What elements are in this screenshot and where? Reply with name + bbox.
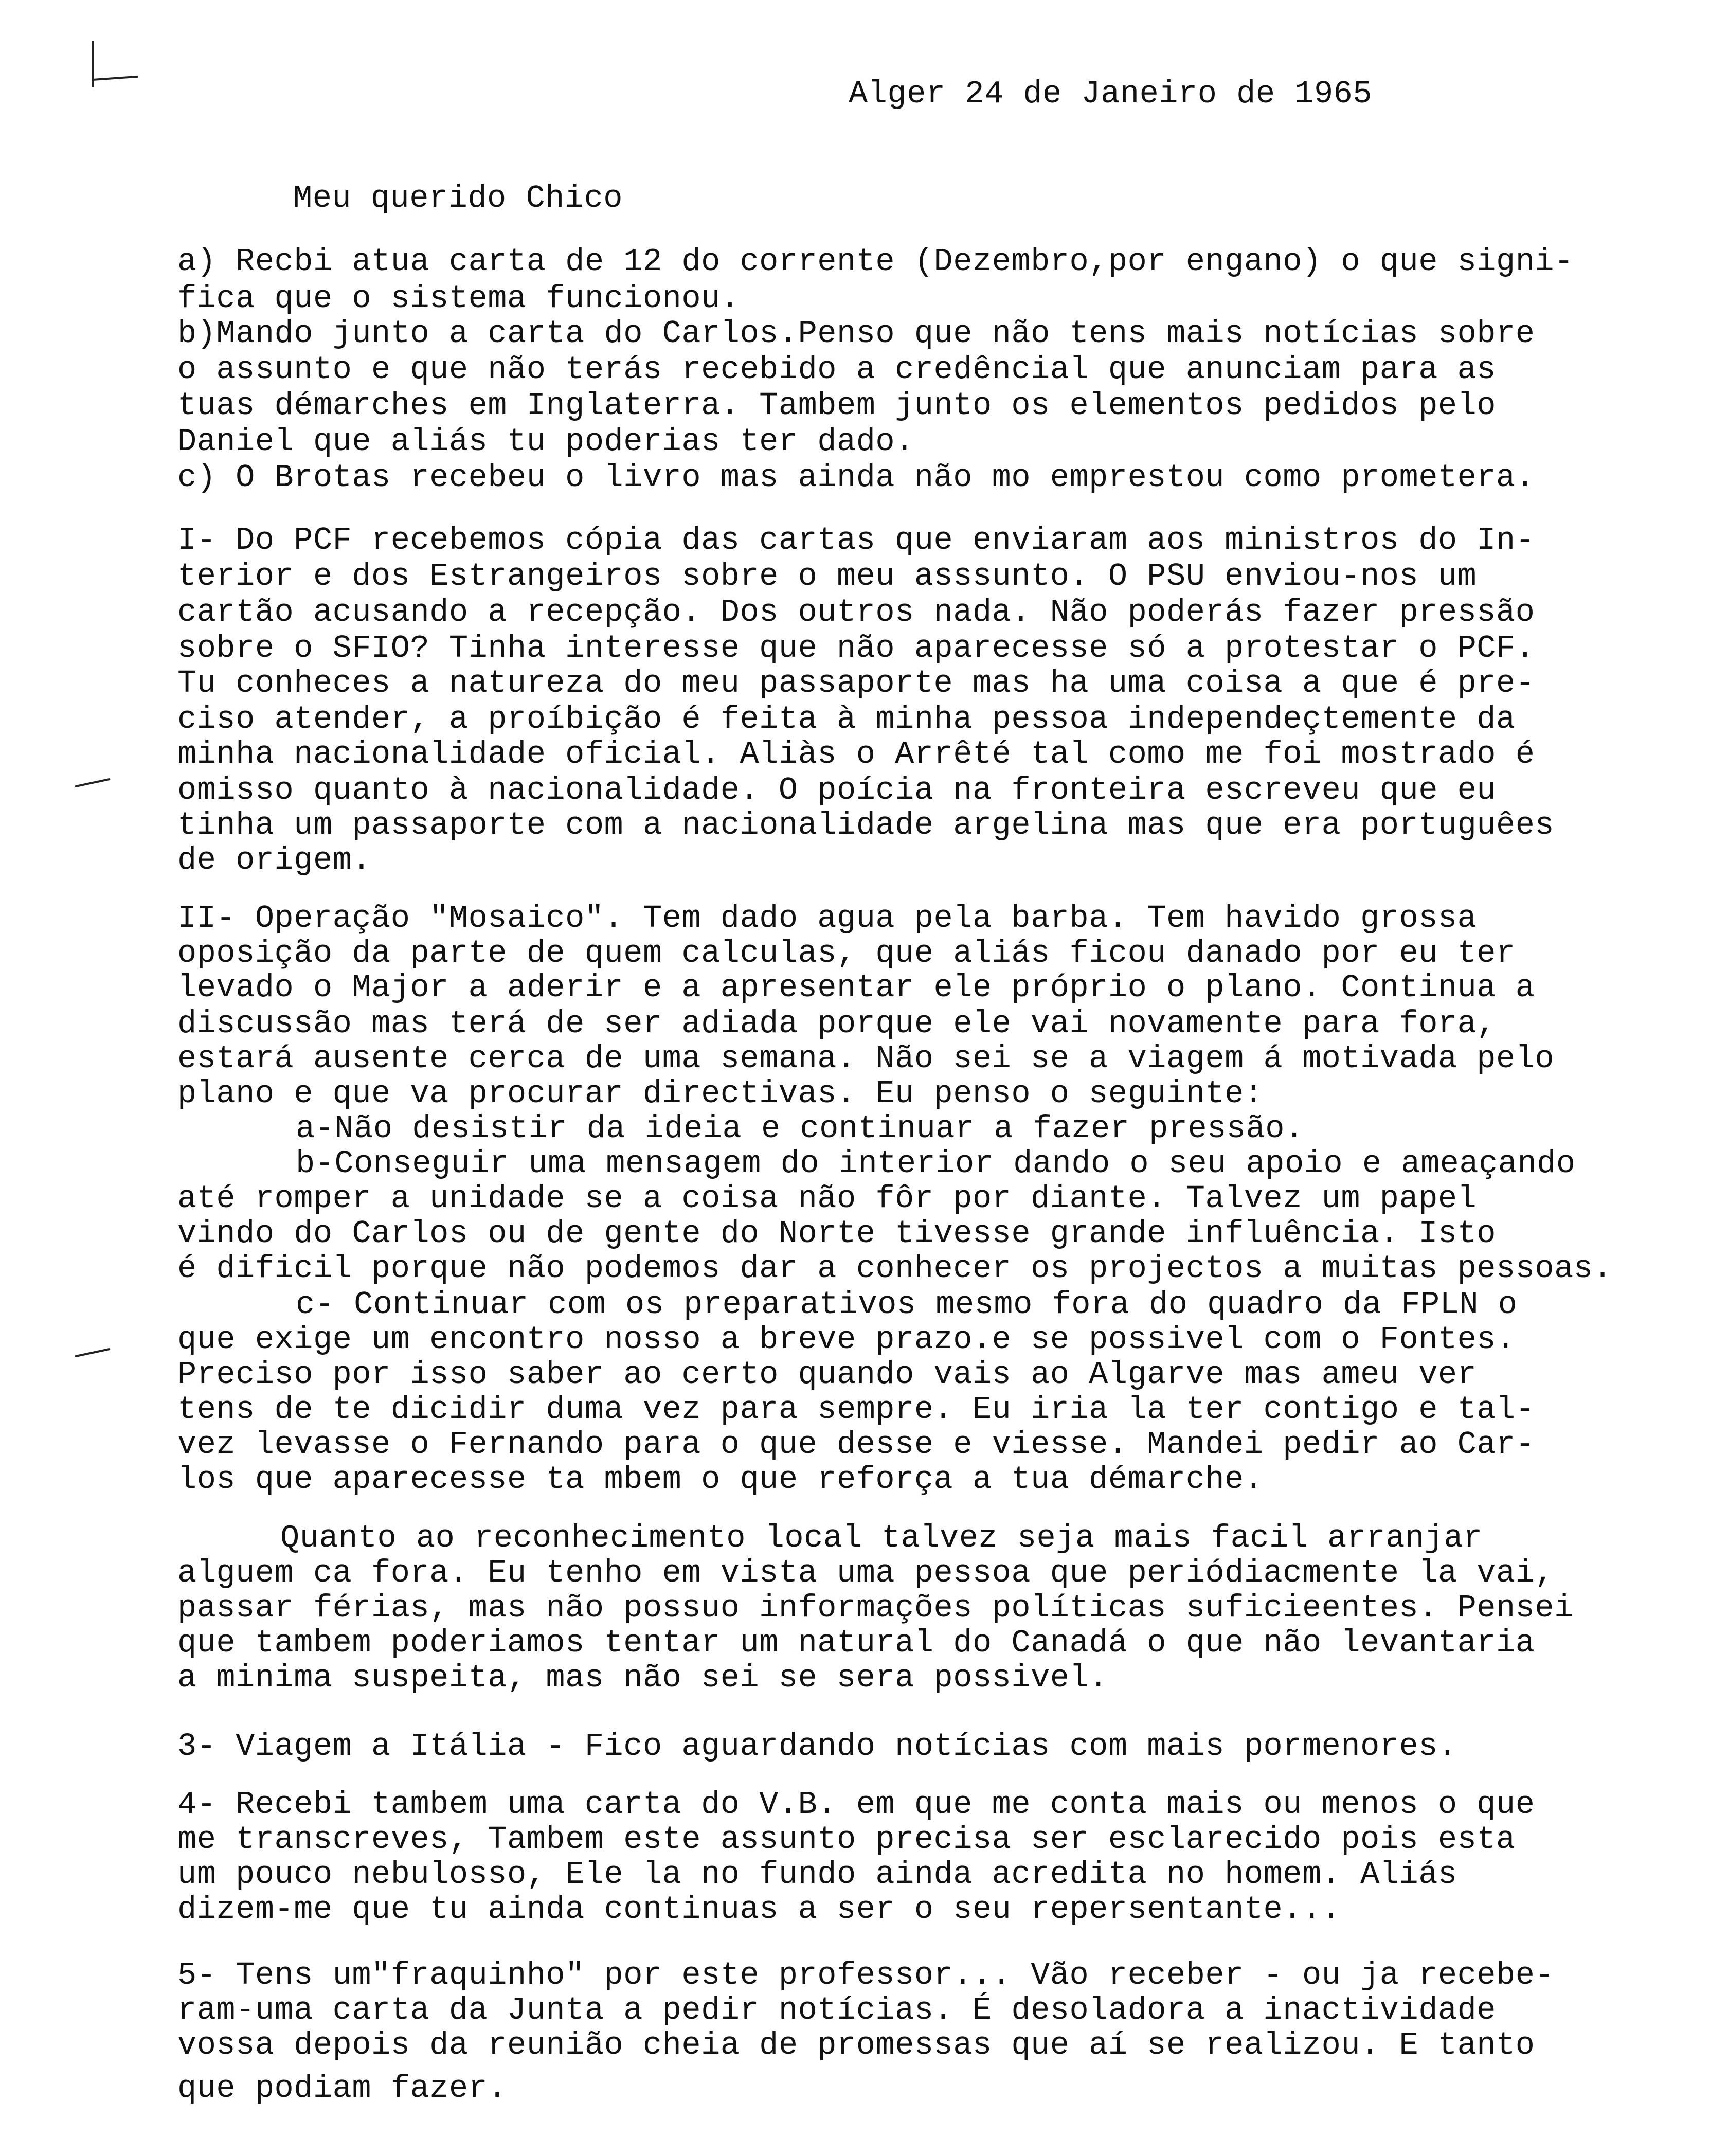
text-line: Preciso por isso saber ao certo quando vais ao Algarve mas ameu ver [177, 1356, 1477, 1393]
text-line: fica que o sistema funcionou. [177, 280, 740, 317]
text-line: terior e dos Estrangeiros sobre o meu asssunto. O PSU enviou-nos um [177, 558, 1477, 595]
letter-date: Alger 24 de Janeiro de 1965 [849, 76, 1373, 112]
margin-tick [75, 778, 110, 787]
text-line: b)Mando junto a carta do Carlos.Penso que não tens mais notícias sobre [177, 315, 1535, 352]
text-line: dizem-me que tu ainda continuas a ser o seu repersentante... [177, 1891, 1341, 1928]
text-line: me transcreves, Tambem este assunto precisa ser esclarecido pois esta [177, 1821, 1516, 1858]
text-line: cartão acusando a recepção. Dos outros nada. Não poderás fazer pressão [177, 594, 1535, 631]
text-line: discussão mas terá de ser adiada porque ele vai novamente para fora, [177, 1005, 1497, 1042]
text-line: los que aparecesse ta mbem o que reforça a tua démarche. [177, 1461, 1264, 1498]
text-line: que podiam fazer. [177, 2070, 508, 2107]
text-line: 3- Viagem a Itália - Fico aguardando notícias com mais pormenores. [177, 1728, 1457, 1765]
text-line: Quanto ao reconhecimento local talvez seja mais facil arranjar [280, 1520, 1483, 1556]
text-line: vindo do Carlos ou de gente do Norte tivesse grande influência. Isto [177, 1215, 1497, 1252]
text-line: levado o Major a aderir e a apresentar ele próprio o plano. Continua a [177, 969, 1535, 1006]
text-line: I- Do PCF recebemos cópia das cartas que enviaram aos ministros do In- [177, 522, 1535, 559]
text-line: que tambem poderiamos tentar um natural do Canadá o que não levantaria [177, 1625, 1535, 1661]
text-line: sobre o SFIO? Tinha interesse que não aparecesse só a protestar o PCF. [177, 630, 1535, 667]
text-line: passar férias, mas não possuo informações políticas suficieentes. Pensei [177, 1590, 1574, 1626]
text-line: Daniel que aliás tu poderias ter dado. [177, 423, 914, 460]
handwritten-mark-stroke [92, 76, 138, 81]
text-line: vossa depois da reunião cheia de promessas que aí se realizou. E tanto [177, 2027, 1535, 2063]
text-line: a-Não desistir da ideia e continuar a fazer pressão. [296, 1110, 1304, 1147]
text-line: que exige um encontro nosso a breve prazo.e se possivel com o Fontes. [177, 1321, 1516, 1358]
text-line: alguem ca fora. Eu tenho em vista uma pessoa que periódiacmente la vai, [177, 1555, 1555, 1591]
text-line: ram-uma carta da Junta a pedir notícias. É desoladora a inactividade [177, 1992, 1497, 2028]
text-line: de origem. [177, 842, 372, 878]
text-line: o assunto e que não terás recebido a credêncial que anunciam para as [177, 351, 1497, 388]
text-line: c) O Brotas recebeu o livro mas ainda não mo emprestou como prometera. [177, 459, 1535, 496]
text-line: 4- Recebi tambem uma carta do V.B. em que me conta mais ou menos o que [177, 1786, 1535, 1823]
text-line: 5- Tens um"fraquinho" por este professor... Vão receber - ou ja recebe- [177, 1957, 1555, 1993]
text-line: a) Recbi atua carta de 12 do corrente (Dezembro,por engano) o que signi- [177, 243, 1574, 280]
greeting: Meu querido Chico [293, 180, 623, 217]
text-line: b-Conseguir uma mensagem do interior dando o seu apoio e ameaçando [296, 1145, 1576, 1182]
text-line: Tu conheces a natureza do meu passaporte mas ha uma coisa a que é pre- [177, 665, 1535, 702]
text-line: vez levasse o Fernando para o que desse e viesse. Mandei pedir ao Car- [177, 1426, 1535, 1463]
text-line: oposição da parte de quem calculas, que aliás ficou danado por eu ter [177, 935, 1516, 972]
text-line: minha nacionalidade oficial. Aliàs o Arrêté tal como me foi mostrado é [177, 736, 1535, 772]
text-line: a minima suspeita, mas não sei se sera possivel. [177, 1660, 1108, 1696]
text-line: tuas démarches em Inglaterra. Tambem junto os elementos pedidos pelo [177, 387, 1497, 424]
margin-tick [75, 1348, 110, 1357]
text-line: c- Continuar com os preparativos mesmo fora do quadro da FPLN o [296, 1286, 1518, 1323]
text-line: é dificil porque não podemos dar a conhecer os projectos a muitas pessoas. [177, 1250, 1613, 1287]
text-line: tens de te dicidir duma vez para sempre. Eu iria la ter contigo e tal- [177, 1391, 1535, 1428]
text-line: até romper a unidade se a coisa não fôr por diante. Talvez um papel [177, 1180, 1477, 1217]
text-line: ciso atender, a proíbição é feita à minha pessoa independeçtemente da [177, 701, 1516, 738]
text-line: estará ausente cerca de uma semana. Não sei se a viagem á motivada pelo [177, 1040, 1555, 1077]
text-line: um pouco nebulosso, Ele la no fundo ainda acredita no homem. Aliás [177, 1856, 1457, 1893]
text-line: omisso quanto à nacionalidade. O poícia na fronteira escreveu que eu [177, 772, 1497, 808]
text-line: plano e que va procurar directivas. Eu penso o seguinte: [177, 1075, 1264, 1112]
text-line: tinha um passaporte com a nacionalidade argelina mas que era portuguêes [177, 807, 1555, 843]
text-line: II- Operação "Mosaico". Tem dado agua pela barba. Tem havido grossa [177, 900, 1477, 937]
